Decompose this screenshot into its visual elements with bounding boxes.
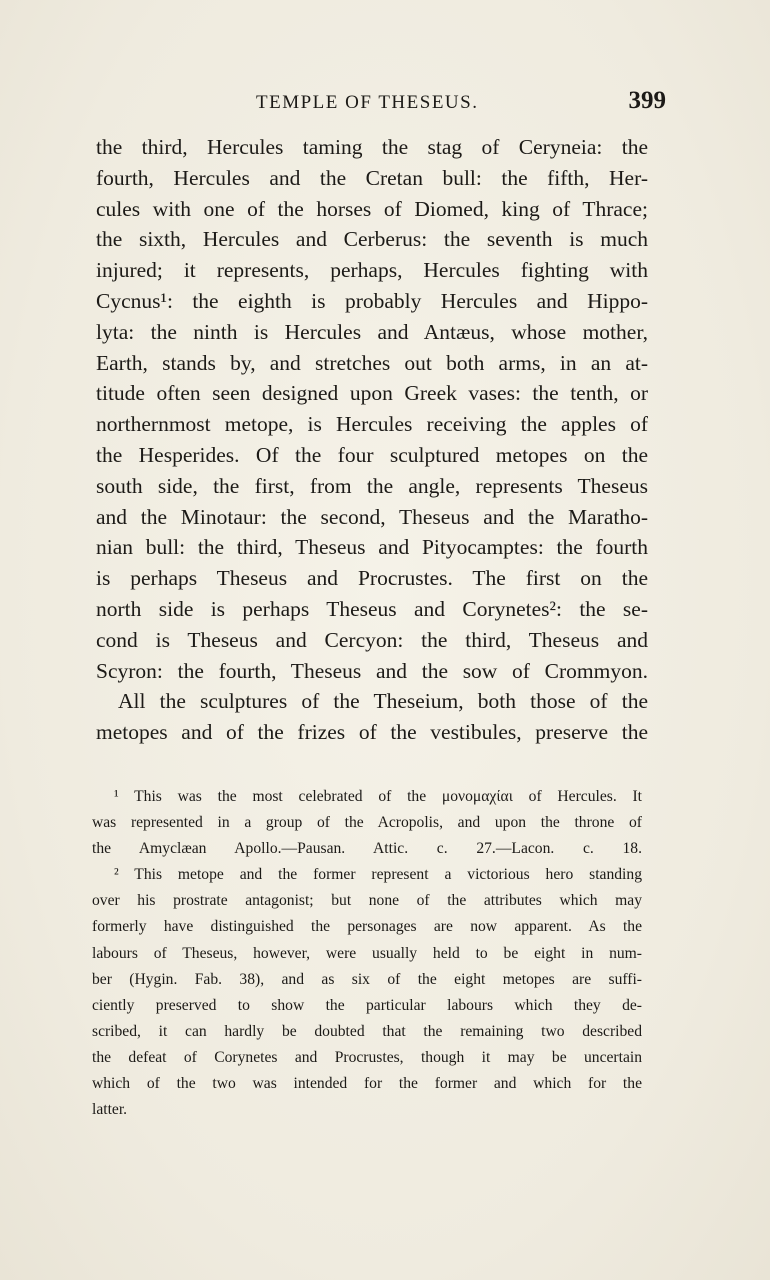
footnote-line: ciently preserved to show the particular labours which they de- xyxy=(92,996,642,1014)
text-line: is perhaps Theseus and Procrustes. The first on the xyxy=(96,566,648,591)
text-line: and the Minotaur: the second, Theseus and the Maratho- xyxy=(96,504,648,529)
main-text xyxy=(96,132,648,748)
text-line: north side is perhaps Theseus and Corynetes²: the se- xyxy=(96,596,648,621)
footnote-line: the Amyclæan Apollo.—Pausan. Attic. c. 27.—Lacon. c. 18. xyxy=(92,840,642,858)
footnote-line: over his prostrate antagonist; but none of the attributes which may xyxy=(92,892,642,910)
footnote-line: ² This metope and the former represent a victorious hero standing xyxy=(114,866,642,884)
text-line: cond is Theseus and Cercyon: the third, Theseus and xyxy=(96,627,648,652)
text-line: the sixth, Hercules and Cerberus: the seventh is much xyxy=(96,227,648,252)
footnote-line: labours of Theseus, however, were usually held to be eight in num- xyxy=(92,944,642,962)
text-line: Scyron: the fourth, Theseus and the sow of Crommyon. xyxy=(96,658,648,683)
footnote-line: latter. xyxy=(92,1101,128,1119)
text-line: injured; it represents, perhaps, Hercules fighting with xyxy=(96,258,648,283)
footnote-line: was represented in a group of the Acropolis, and upon the throne of xyxy=(92,814,642,832)
text-line: Cycnus¹: the eighth is probably Hercules and Hippo- xyxy=(96,288,648,313)
running-head: TEMPLE OF THESEUS. xyxy=(256,92,479,113)
footnote-line: scribed, it can hardly be doubted that the remaining two described xyxy=(92,1022,642,1040)
text-line: Earth, stands by, and stretches out both arms, in an at- xyxy=(96,350,648,375)
text-line: nian bull: the third, Theseus and Pityocamptes: the fourth xyxy=(96,535,648,560)
footnotes xyxy=(92,784,642,1123)
page-header xyxy=(96,87,670,122)
text-line: south side, the first, from the angle, represents Theseus xyxy=(96,473,648,498)
footnote-line: formerly have distinguished the personages are now apparent. As the xyxy=(92,918,642,936)
text-line: titude often seen designed upon Greek vases: the tenth, or xyxy=(96,381,648,406)
footnote-line: the defeat of Corynetes and Procrustes, though it may be uncertain xyxy=(92,1048,642,1066)
text-line: cules with one of the horses of Diomed, king of Thrace; xyxy=(96,196,648,221)
text-line: the Hesperides. Of the four sculptured metopes on the xyxy=(96,442,648,467)
footnote-line: which of the two was intended for the former and which for the xyxy=(92,1075,642,1093)
text-line: fourth, Hercules and the Cretan bull: the fifth, Her- xyxy=(96,165,648,190)
page-number: 399 xyxy=(628,87,666,114)
text-line: All the sculptures of the Theseium, both those of the xyxy=(118,689,648,714)
text-line: the third, Hercules taming the stag of Ceryneia: the xyxy=(96,135,648,159)
text-line: lyta: the ninth is Hercules and Antæus, whose mother, xyxy=(96,319,648,344)
text-line: metopes and of the frizes of the vestibules, preserve the xyxy=(96,720,648,745)
text-line: northernmost metope, is Hercules receiving the apples of xyxy=(96,412,648,437)
footnote-line: ber (Hygin. Fab. 38), and as six of the eight metopes are suffi- xyxy=(92,970,642,988)
footnote-line: ¹ This was the most celebrated of the μονομαχίαι of Hercules. It xyxy=(114,788,642,805)
